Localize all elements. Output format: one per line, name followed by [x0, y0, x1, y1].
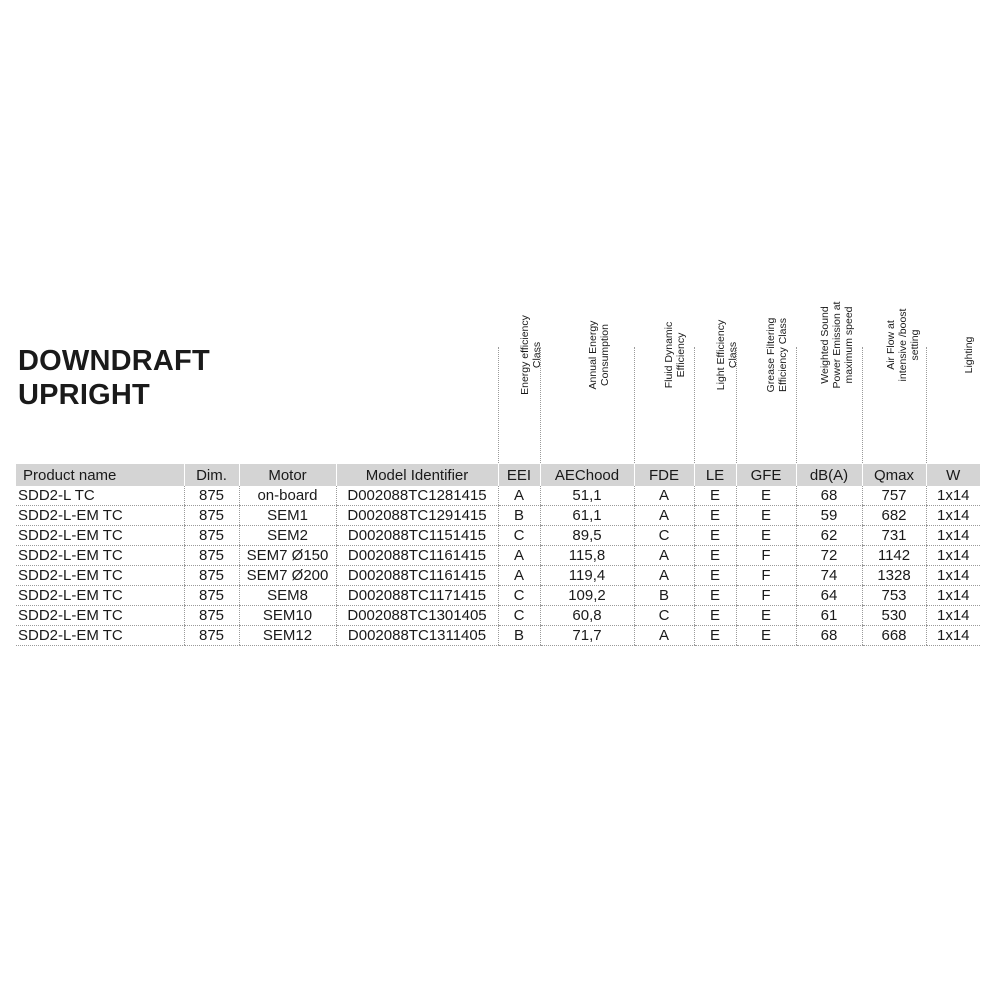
col-header-motor: Motor — [239, 464, 336, 486]
cell-dba: 72 — [796, 546, 862, 566]
cell-product-name: SDD2-L-EM TC — [16, 526, 184, 546]
cell-le: E — [694, 486, 736, 506]
col-header-dba: dB(A) — [796, 464, 862, 486]
cell-qmax: 682 — [862, 506, 926, 526]
cell-motor: SEM2 — [239, 526, 336, 546]
col-header-fde: FDE — [634, 464, 694, 486]
cell-motor: SEM10 — [239, 606, 336, 626]
header-desc-dba-text: Weighted Sound Power Emission at maximum speed — [819, 301, 855, 389]
header-desc-fde — [635, 321, 694, 459]
cell-motor: SEM7 Ø200 — [239, 566, 336, 586]
cell-model-identifier: D002088TC1311405 — [336, 626, 498, 646]
cell-le: E — [694, 526, 736, 546]
cell-dim: 875 — [184, 506, 239, 526]
cell-dba: 74 — [796, 566, 862, 586]
cell-fde: A — [634, 566, 694, 586]
cell-eei: C — [498, 526, 540, 546]
cell-qmax: 1142 — [862, 546, 926, 566]
header-desc-fde-text: Fluid Dynamic Efficiency — [663, 321, 687, 389]
cell-dba: 59 — [796, 506, 862, 526]
table-row — [16, 566, 980, 586]
cell-qmax: 753 — [862, 586, 926, 606]
cell-eei: A — [498, 546, 540, 566]
cell-fde: A — [634, 546, 694, 566]
cell-product-name: SDD2-L-EM TC — [16, 606, 184, 626]
cell-aechood: 61,1 — [540, 506, 634, 526]
cell-eei: C — [498, 606, 540, 626]
header-desc-qmax — [863, 308, 926, 459]
cell-w: 1x14 — [926, 546, 980, 566]
cell-qmax: 757 — [862, 486, 926, 506]
col-header-product-name: Product name — [16, 464, 184, 486]
header-desc-aechood-text: Annual Energy Consumption — [587, 320, 611, 390]
col-header-qmax: Qmax — [862, 464, 926, 486]
cell-product-name: SDD2-L-EM TC — [16, 506, 184, 526]
header-desc-w-text: Lighting — [963, 336, 975, 374]
table-row — [16, 486, 980, 506]
cell-qmax: 731 — [862, 526, 926, 546]
cell-model-identifier: D002088TC1301405 — [336, 606, 498, 626]
cell-motor: on-board — [239, 486, 336, 506]
col-header-dim: Dim. — [184, 464, 239, 486]
cell-gfe: E — [736, 486, 796, 506]
cell-aechood: 115,8 — [540, 546, 634, 566]
title-line-2: UPRIGHT — [18, 379, 150, 411]
cell-model-identifier: D002088TC1161415 — [336, 546, 498, 566]
cell-w: 1x14 — [926, 506, 980, 526]
table-row — [16, 606, 980, 626]
cell-motor: SEM1 — [239, 506, 336, 526]
cell-dim: 875 — [184, 586, 239, 606]
cell-w: 1x14 — [926, 606, 980, 626]
cell-model-identifier: D002088TC1151415 — [336, 526, 498, 546]
header-desc-eei — [499, 315, 543, 459]
cell-motor: SEM8 — [239, 586, 336, 606]
table-row — [16, 526, 980, 546]
cell-dba: 68 — [796, 626, 862, 646]
cell-dim: 875 — [184, 546, 239, 566]
header-desc-gfe-text: Grease Filtering Efficiency Class — [765, 317, 789, 393]
cell-product-name: SDD2-L TC — [16, 486, 184, 506]
header-desc-qmax-text: Air Flow at intensive /boost setting — [885, 308, 921, 382]
header-desc-eei-text: Energy efficiency Class — [519, 315, 543, 395]
header-desc-gfe — [737, 317, 796, 459]
col-header-w: W — [926, 464, 980, 486]
cell-fde: B — [634, 586, 694, 606]
cell-gfe: E — [736, 606, 796, 626]
cell-dba: 61 — [796, 606, 862, 626]
cell-le: E — [694, 506, 736, 526]
cell-dim: 875 — [184, 526, 239, 546]
cell-qmax: 668 — [862, 626, 926, 646]
product-table — [16, 464, 980, 646]
cell-product-name: SDD2-L-EM TC — [16, 626, 184, 646]
cell-w: 1x14 — [926, 626, 980, 646]
cell-w: 1x14 — [926, 526, 980, 546]
header-desc-dba — [797, 301, 862, 459]
header-desc-le — [695, 319, 739, 459]
cell-gfe: F — [736, 546, 796, 566]
cell-model-identifier: D002088TC1281415 — [336, 486, 498, 506]
cell-model-identifier: D002088TC1161415 — [336, 566, 498, 586]
table-row — [16, 586, 980, 606]
cell-eei: B — [498, 626, 540, 646]
header-row — [16, 464, 980, 486]
cell-aechood: 109,2 — [540, 586, 634, 606]
cell-motor: SEM7 Ø150 — [239, 546, 336, 566]
cell-product-name: SDD2-L-EM TC — [16, 546, 184, 566]
cell-gfe: F — [736, 586, 796, 606]
cell-qmax: 530 — [862, 606, 926, 626]
cell-fde: A — [634, 626, 694, 646]
cell-gfe: E — [736, 526, 796, 546]
page-title — [18, 344, 210, 412]
header-desc-w — [927, 336, 980, 459]
cell-eei: C — [498, 586, 540, 606]
cell-le: E — [694, 606, 736, 626]
cell-eei: B — [498, 506, 540, 526]
cell-dim: 875 — [184, 566, 239, 586]
cell-dim: 875 — [184, 626, 239, 646]
cell-aechood: 71,7 — [540, 626, 634, 646]
cell-product-name: SDD2-L-EM TC — [16, 586, 184, 606]
header-desc-le-text: Light Efficiency Class — [715, 319, 739, 391]
header-desc-aechood — [541, 320, 634, 459]
cell-fde: C — [634, 526, 694, 546]
cell-dba: 64 — [796, 586, 862, 606]
cell-eei: A — [498, 486, 540, 506]
cell-product-name: SDD2-L-EM TC — [16, 566, 184, 586]
cell-aechood: 119,4 — [540, 566, 634, 586]
cell-dim: 875 — [184, 486, 239, 506]
cell-dba: 68 — [796, 486, 862, 506]
table-row — [16, 546, 980, 566]
cell-le: E — [694, 566, 736, 586]
cell-w: 1x14 — [926, 586, 980, 606]
cell-fde: A — [634, 486, 694, 506]
cell-model-identifier: D002088TC1291415 — [336, 506, 498, 526]
table-row — [16, 506, 980, 526]
cell-fde: A — [634, 506, 694, 526]
cell-gfe: F — [736, 566, 796, 586]
cell-motor: SEM12 — [239, 626, 336, 646]
cell-qmax: 1328 — [862, 566, 926, 586]
cell-w: 1x14 — [926, 566, 980, 586]
title-line-1: DOWNDRAFT — [18, 345, 210, 377]
col-header-aechood: AEChood — [540, 464, 634, 486]
col-header-le: LE — [694, 464, 736, 486]
cell-gfe: E — [736, 626, 796, 646]
cell-model-identifier: D002088TC1171415 — [336, 586, 498, 606]
cell-fde: C — [634, 606, 694, 626]
cell-aechood: 51,1 — [540, 486, 634, 506]
cell-le: E — [694, 586, 736, 606]
cell-le: E — [694, 546, 736, 566]
col-header-eei: EEI — [498, 464, 540, 486]
table-row — [16, 626, 980, 646]
cell-le: E — [694, 626, 736, 646]
cell-dba: 62 — [796, 526, 862, 546]
cell-w: 1x14 — [926, 486, 980, 506]
col-header-gfe: GFE — [736, 464, 796, 486]
cell-gfe: E — [736, 506, 796, 526]
cell-dim: 875 — [184, 606, 239, 626]
cell-eei: A — [498, 566, 540, 586]
col-header-model-identifier: Model Identifier — [336, 464, 498, 486]
table-header — [16, 464, 980, 486]
cell-aechood: 89,5 — [540, 526, 634, 546]
cell-aechood: 60,8 — [540, 606, 634, 626]
table-body — [16, 486, 980, 646]
